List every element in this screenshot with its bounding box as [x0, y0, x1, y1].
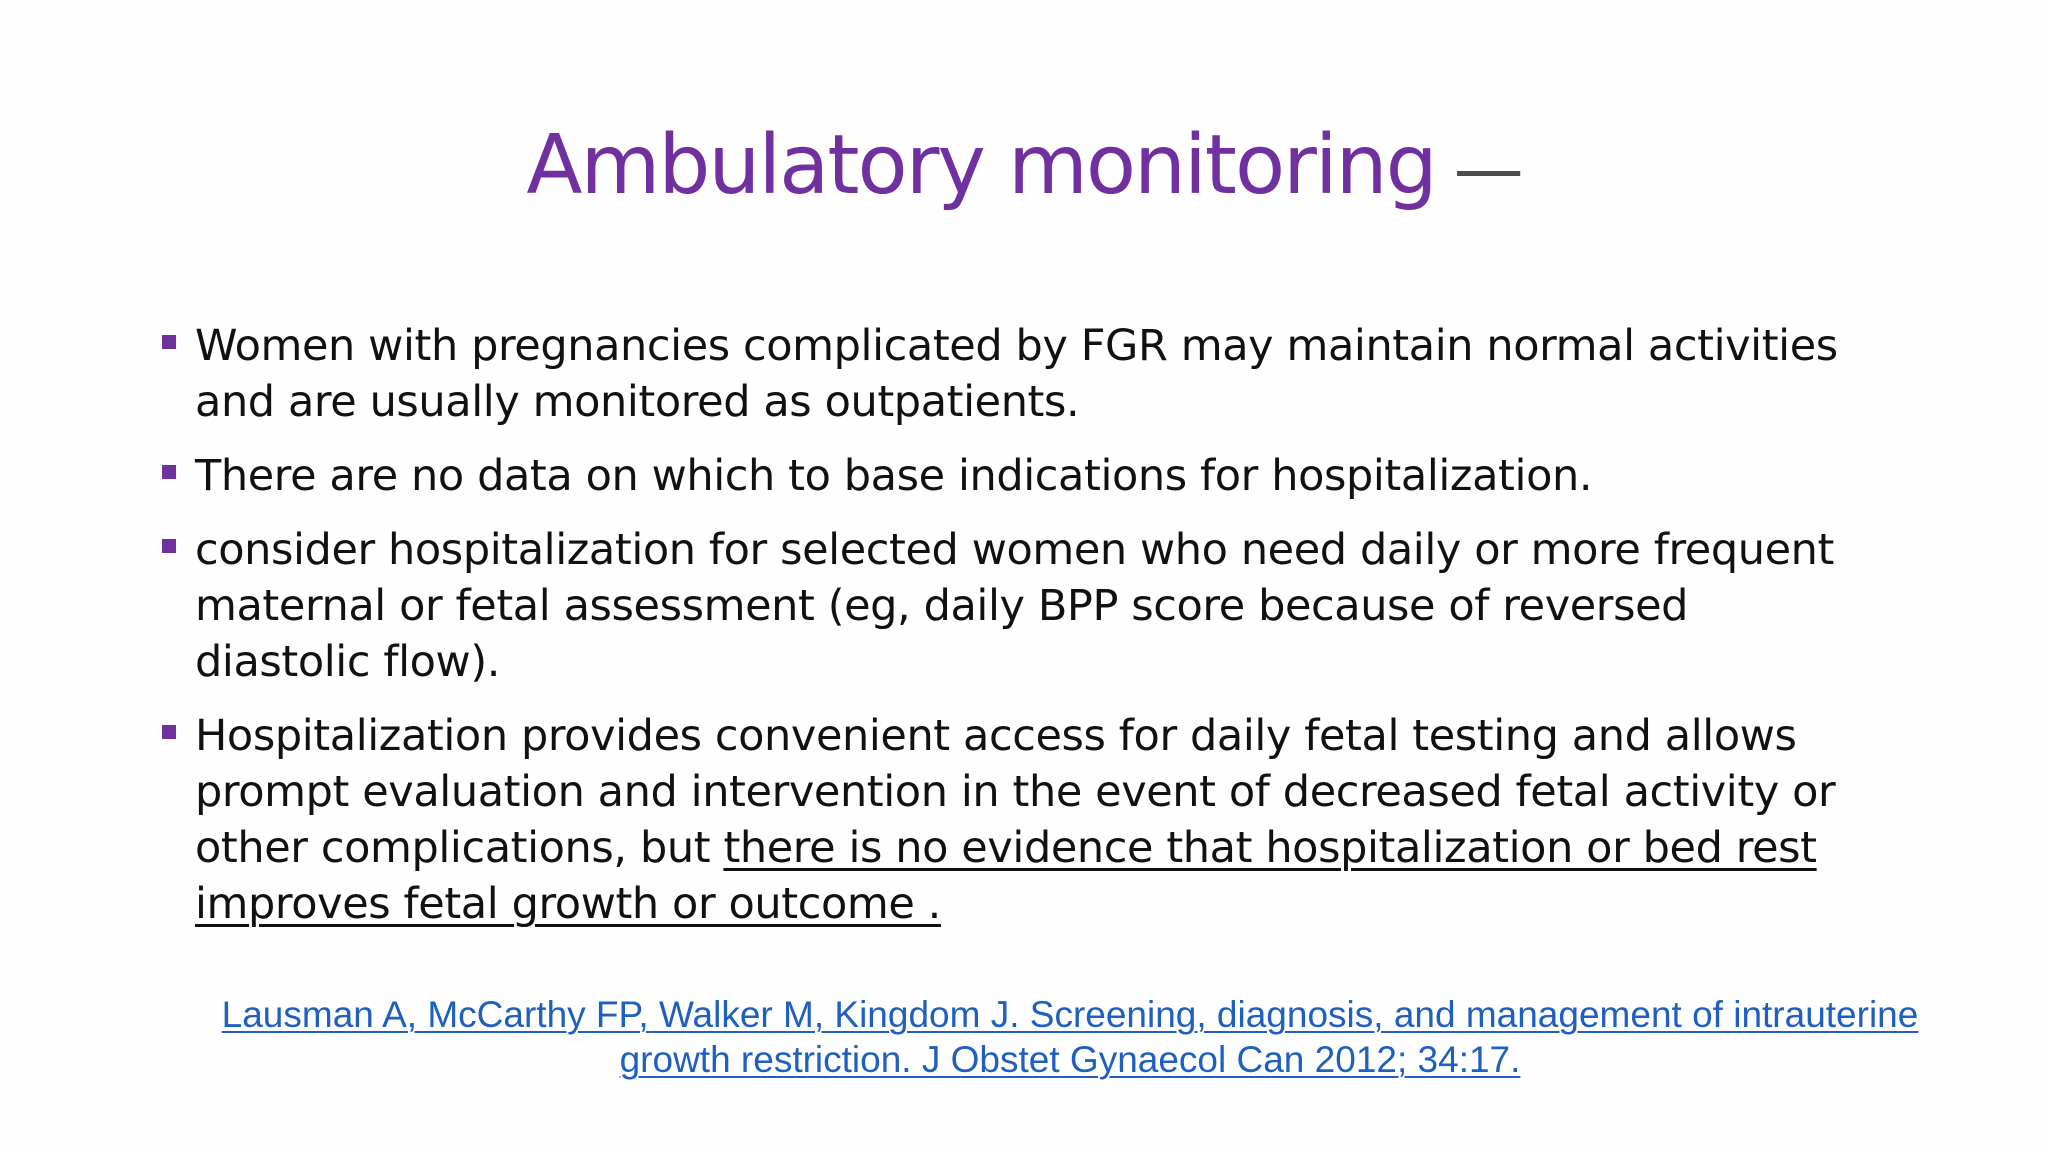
- slide-title: [0, 118, 2048, 213]
- title-dash: —: [1453, 128, 1522, 210]
- bullet-item: [160, 318, 1860, 430]
- bullet-marker-icon: [162, 335, 176, 349]
- bullet-text: Hospitalization provides convenient access for daily fetal testing and allows prompt evaluation and intervention in the event of decreased fetal activity or other complications, but: [195, 711, 1836, 873]
- bullet-text: There are no data on which to base indications for hospitalization.: [195, 451, 1593, 501]
- bullet-item: [160, 708, 1860, 932]
- bullet-underlined-text: there is no evidence that hospitalization or bed rest improves fetal growth or outcome .: [195, 823, 1817, 929]
- bullet-list: [160, 318, 1860, 950]
- citation-line-2[interactable]: growth restriction. J Obstet Gynaecol Can 2012; 34:17.: [619, 1039, 1521, 1080]
- bullet-item: [160, 448, 1860, 504]
- citation-line-1[interactable]: Lausman A, McCarthy FP, Walker M, Kingdom J. Screening, diagnosis, and management of intrauterine: [221, 994, 1919, 1035]
- bullet-marker-icon: [162, 539, 176, 553]
- slide-title-text: Ambulatory monitoring: [526, 118, 1436, 213]
- bullet-text: Women with pregnancies complicated by FGR may maintain normal activities and are usually monitored as outpatients.: [195, 321, 1838, 427]
- bullet-item: [160, 522, 1860, 690]
- bullet-text: consider hospitalization for selected women who need daily or more frequent maternal or fetal assessment (eg, daily BPP score because of reversed diastolic flow).: [195, 525, 1834, 687]
- bullet-marker-icon: [162, 465, 176, 479]
- bullet-marker-icon: [162, 725, 176, 739]
- citation-link[interactable]: [100, 992, 2040, 1082]
